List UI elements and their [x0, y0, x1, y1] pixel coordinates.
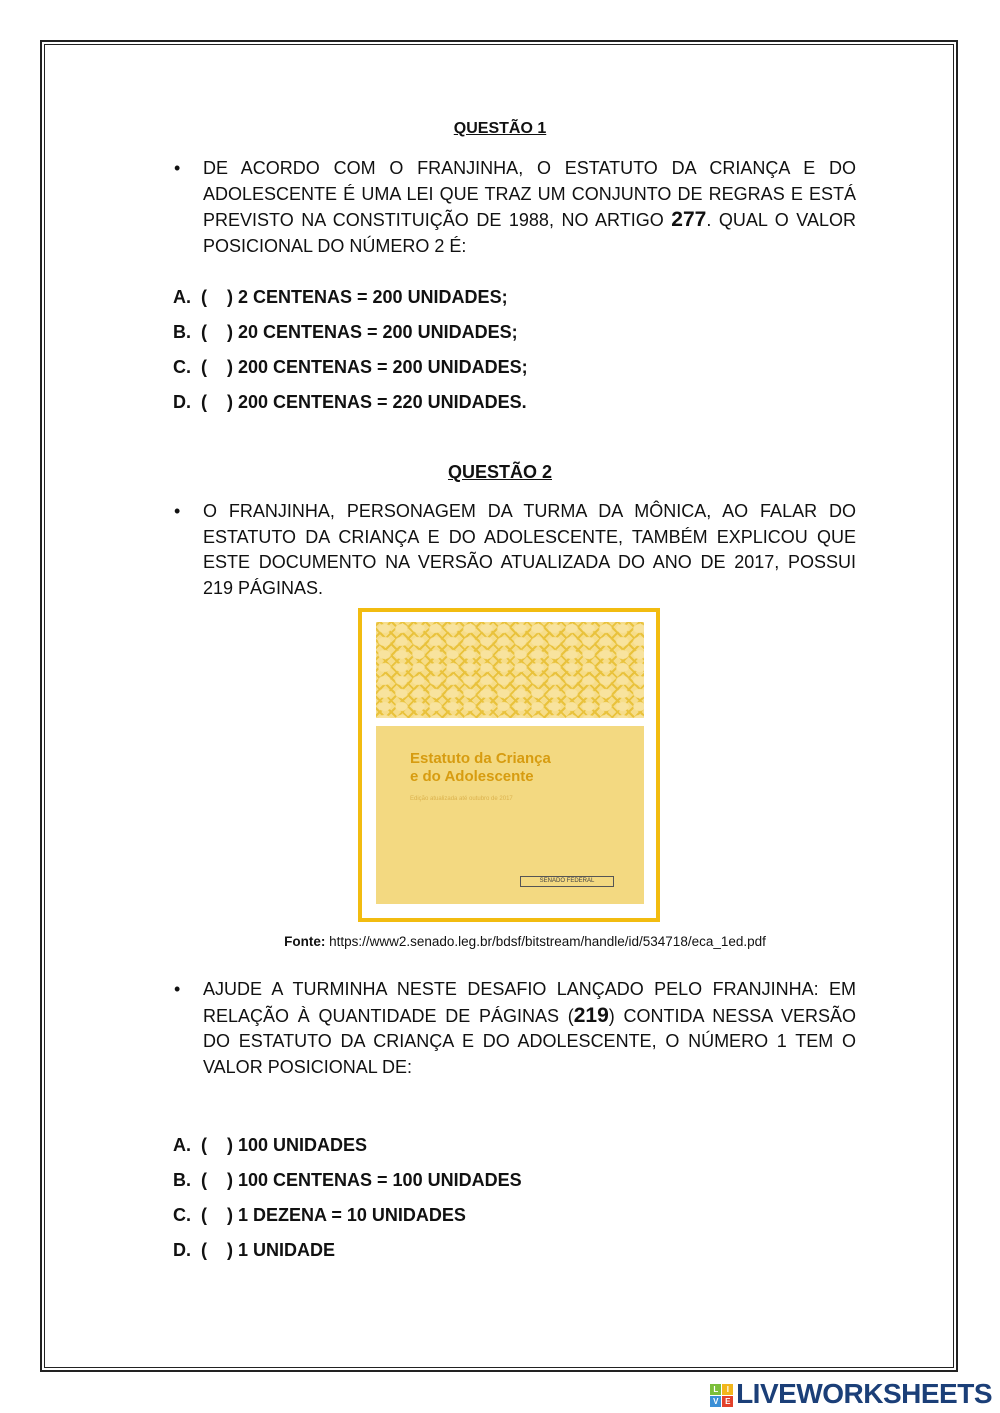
logo-letter: I: [722, 1384, 733, 1395]
question-1-text: [203, 156, 856, 259]
cover-title-1: Estatuto da Criança: [410, 750, 551, 767]
question-2-text: [203, 977, 856, 1080]
question-2-intro: • O FRANJINHA, PERSONAGEM DA TURMA DA MÔNICA, AO FALAR DO ESTATUTO DA CRIANÇA E DO ADOLESCENTE, TAMBÉM EXPLICOU QUE ESTE DOCUMENTO NA VERSÃO ATUALIZADA DO ANO DE 2017, POSSUI 219 PÁGINAS.: [203, 499, 856, 601]
question-1-title: QUESTÃO 1: [453, 120, 547, 137]
logo-icon: [710, 1384, 733, 1407]
cover-subtitle: Edição atualizada até outubro de 2017: [410, 796, 513, 802]
cover-title-2: e do Adolescente: [410, 768, 534, 785]
q2-text-a: AJUDE A TURMINHA NESTE DESAFIO LANÇADO PELO FRANJINHA: EM RELAÇÃO À QUANTIDADE DE PÁGINAS (: [203, 979, 856, 1026]
q2-number: 219: [573, 1003, 609, 1027]
cover-title: [410, 750, 551, 786]
cover-pattern: [376, 622, 644, 718]
logo-letter: L: [710, 1384, 721, 1395]
image-source: [0, 934, 1000, 949]
question-1-options: [173, 287, 528, 427]
liveworksheets-logo: [710, 1378, 992, 1410]
q2-text-b: ) CONTIDA NESSA VERSÃO DO ESTATUTO DA CRIANÇA E DO ADOLESCENTE, O NÚMERO 1 TEM O VALOR POSICIONAL DE:: [203, 1005, 857, 1077]
option-c[interactable]: C. ( ) 1 DEZENA = 10 UNIDADES: [173, 1205, 466, 1225]
option-b[interactable]: B. ( ) 100 CENTENAS = 100 UNIDADES: [173, 1170, 522, 1190]
option-d[interactable]: D. ( ) 1 UNIDADE: [173, 1240, 336, 1260]
logo-text: LIVEWORKSHEETS: [736, 1378, 992, 1409]
option-b[interactable]: B. ( ) 20 CENTENAS = 200 UNIDADES;: [173, 322, 518, 342]
q1-number: 277: [671, 208, 707, 231]
logo-letter: V: [710, 1396, 721, 1407]
source-label: Fonte:: [284, 934, 326, 949]
option-a[interactable]: A. ( ) 2 CENTENAS = 200 UNIDADES;: [173, 287, 508, 307]
option-c[interactable]: C. ( ) 200 CENTENAS = 200 UNIDADES;: [173, 357, 528, 377]
question-2-title: QUESTÃO 2: [447, 462, 553, 482]
cover-panel: [376, 726, 644, 904]
source-url[interactable]: https://www2.senado.leg.br/bdsf/bitstream/handle/id/534718/eca_1ed.pdf: [329, 934, 766, 949]
book-cover-image: [358, 608, 660, 922]
logo-letter: E: [722, 1396, 733, 1407]
option-d[interactable]: D. ( ) 200 CENTENAS = 220 UNIDADES.: [173, 392, 527, 412]
option-a[interactable]: A. ( ) 100 UNIDADES: [173, 1135, 368, 1155]
q1-text-a: DE ACORDO COM O FRANJINHA, O ESTATUTO DA CRIANÇA E DO ADOLESCENTE É UMA LEI QUE TRAZ UM CONJUNTO DE REGRAS E ESTÁ PREVISTO NA CONSTITUIÇÃO DE 1988, NO ARTIGO: [203, 158, 856, 230]
question-2-options: [173, 1135, 522, 1275]
q1-text-b: . QUAL O VALOR POSICIONAL DO NÚMERO 2 É:: [203, 210, 856, 256]
cover-publisher: SENADO FEDERAL: [520, 876, 614, 887]
